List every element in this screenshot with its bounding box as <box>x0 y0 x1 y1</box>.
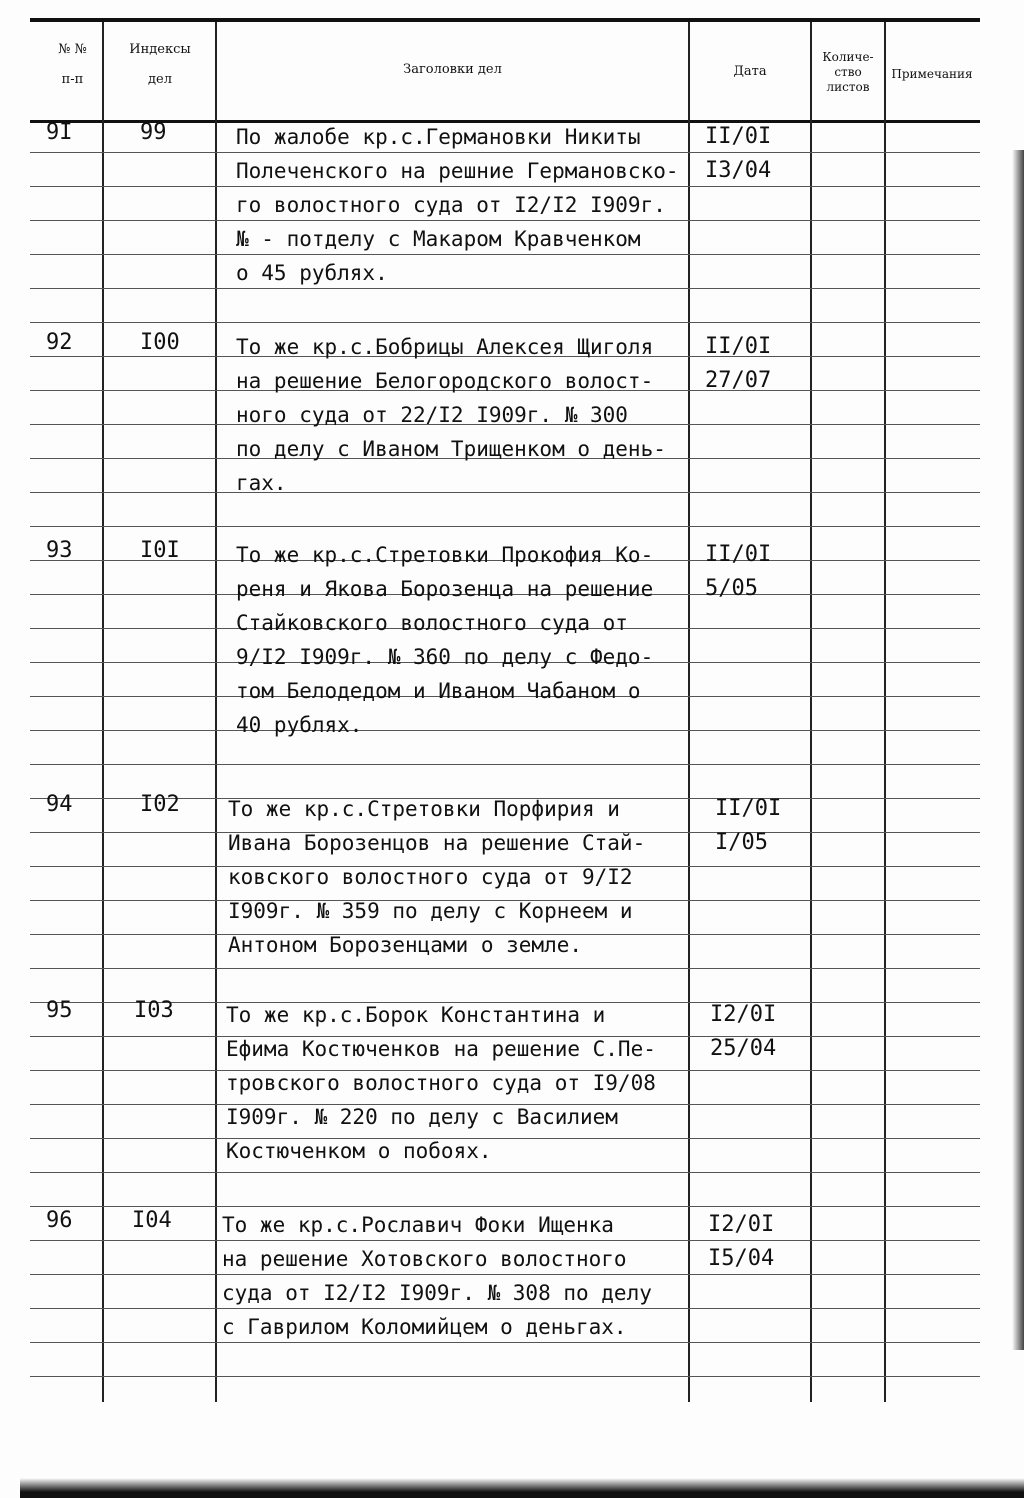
ruled-line <box>30 764 980 765</box>
row-index: 99 <box>140 120 167 145</box>
title-line: тровского волостного суда от I9/08 <box>226 1071 656 1095</box>
title-line: I909г. № 220 по делу с Василием <box>226 1105 618 1129</box>
date-start: II/0I <box>705 124 772 149</box>
row-title <box>226 998 686 1168</box>
row-index: I02 <box>140 792 180 817</box>
header-index <box>110 42 210 88</box>
date-end: 25/04 <box>710 1036 777 1061</box>
row-number: 92 <box>46 330 73 355</box>
row-date <box>708 1208 808 1276</box>
ruled-line <box>30 1376 980 1377</box>
title-line: То же кр.с.Бобрицы Алексея Щиголя <box>236 335 654 359</box>
date-start: I2/0I <box>708 1212 775 1237</box>
title-line: гах. <box>236 471 287 495</box>
ruled-line <box>30 968 980 969</box>
header-index-line1: Индексы <box>129 42 191 57</box>
title-line: суда от I2/I2 I909г. № 308 по делу <box>222 1281 652 1305</box>
row-number: 9I <box>46 120 73 145</box>
title-line: Стайковского волостного суда от <box>236 611 628 635</box>
header-number <box>45 42 100 88</box>
row-date <box>705 330 805 398</box>
header-number-line2: п-п <box>61 72 84 87</box>
title-line: № - потделу с Макаром Кравченком <box>236 227 641 251</box>
title-line: по делу с Иваном Трищенком о день- <box>236 437 666 461</box>
row-number: 95 <box>46 998 73 1023</box>
title-line: 40 рублях. <box>236 713 363 737</box>
scan-edge-shadow <box>1012 150 1024 1350</box>
header-date: Дата <box>733 64 767 79</box>
title-line: По жалобе кр.с.Германовки Никиты <box>236 125 641 149</box>
date-start: II/0I <box>705 334 772 359</box>
title-line: го волостного суда от I2/I2 I909г. <box>236 193 666 217</box>
header-index-line2: дел <box>148 72 172 87</box>
row-title <box>228 792 688 962</box>
date-end: I/05 <box>715 830 768 855</box>
header-notes: Примечания <box>891 67 973 81</box>
date-end: I5/04 <box>708 1246 775 1271</box>
ruled-line <box>30 322 980 323</box>
title-line: То же кр.с.Стретовки Порфирия и <box>228 797 620 821</box>
row-title <box>236 330 696 500</box>
title-line: То же кр.с.Рославич Фоки Ищенка <box>222 1213 614 1237</box>
row-number: 94 <box>46 792 73 817</box>
date-start: I2/0I <box>710 1002 777 1027</box>
column-divider-1 <box>102 22 104 1402</box>
row-index: I04 <box>132 1208 172 1233</box>
title-line: том Белодедом и Иваном Чабаном о <box>236 679 641 703</box>
header-title: Заголовки дел <box>403 62 502 77</box>
scan-bottom-shadow <box>20 1478 1024 1498</box>
row-index: I0I <box>140 538 180 563</box>
title-line: То же кр.с.Стретовки Прокофия Ко- <box>236 543 654 567</box>
row-date <box>710 998 810 1066</box>
row-date <box>715 792 815 860</box>
row-number: 96 <box>46 1208 73 1233</box>
title-line: ковского волостного суда от 9/I2 <box>228 865 633 889</box>
title-line: То же кр.с.Борок Константина и <box>226 1003 606 1027</box>
date-start: II/0I <box>705 542 772 567</box>
title-line: с Гаврилом Коломийцем о деньгах. <box>222 1315 627 1339</box>
title-line: ного суда от 22/I2 I909г. № 300 <box>236 403 628 427</box>
column-divider-4 <box>810 22 812 1402</box>
date-end: 27/07 <box>705 368 772 393</box>
date-end: I3/04 <box>705 158 772 183</box>
row-date <box>705 538 805 606</box>
title-line: Полеченского на решние Германовско- <box>236 159 679 183</box>
row-index: I03 <box>134 998 174 1023</box>
row-index: I00 <box>140 330 180 355</box>
title-line: Костюченком о побоях. <box>226 1139 492 1163</box>
title-line: 9/I2 I909г. № 360 по делу с Федо- <box>236 645 654 669</box>
row-title <box>236 538 696 742</box>
row-title <box>222 1208 682 1344</box>
title-line: на решение Хотовского волостного <box>222 1247 627 1271</box>
header-number-line1: № № <box>58 42 87 57</box>
row-title <box>236 120 696 290</box>
top-border <box>30 18 980 22</box>
row-number: 93 <box>46 538 73 563</box>
ruled-line <box>30 1206 980 1207</box>
header-count: Количе- ство листов <box>822 50 874 94</box>
title-line: реня и Якова Борозенца на решение <box>236 577 654 601</box>
ruled-line <box>30 1172 980 1173</box>
date-end: 5/05 <box>705 576 758 601</box>
title-line: на решение Белогородского волост- <box>236 369 654 393</box>
ruled-line <box>30 526 980 527</box>
title-line: о 45 рублях. <box>236 261 388 285</box>
column-divider-2 <box>215 22 217 1402</box>
title-line: Ивана Борозенцов на решение Стай- <box>228 831 646 855</box>
title-line: Ефима Костюченков на решение С.Пе- <box>226 1037 656 1061</box>
date-start: II/0I <box>715 796 782 821</box>
title-line: Антоном Борозенцами о земле. <box>228 933 583 957</box>
row-date <box>705 120 805 188</box>
title-line: I909г. № 359 по делу с Корнеем и <box>228 899 633 923</box>
column-divider-5 <box>884 22 886 1402</box>
